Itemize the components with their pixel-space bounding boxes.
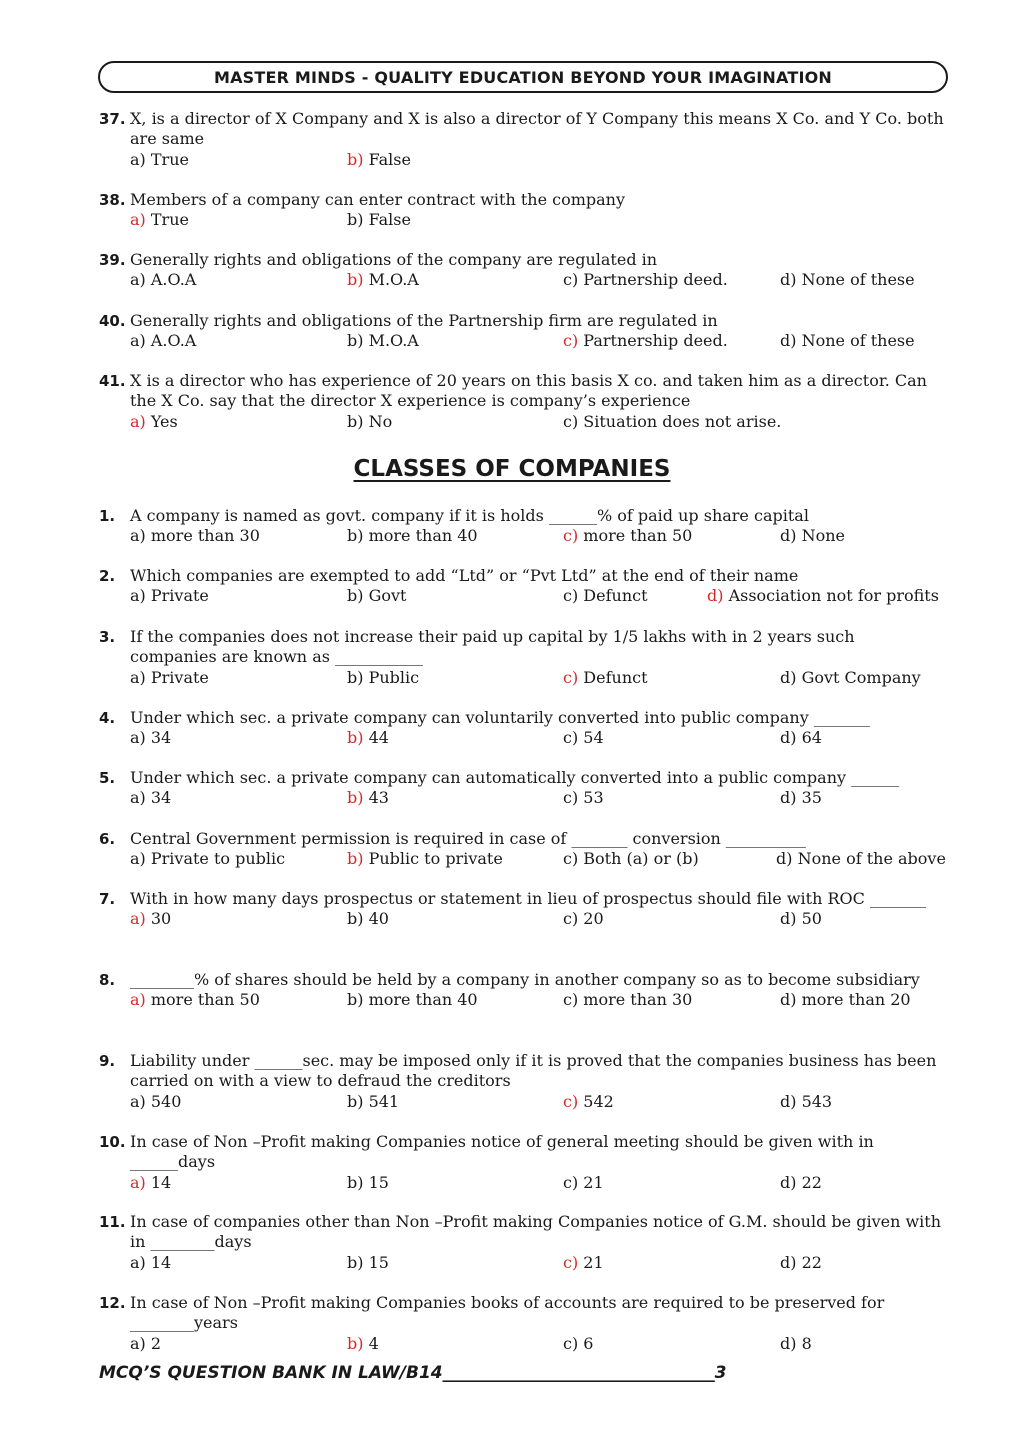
option-text: 543 [796,1091,833,1111]
option-text: 44 [363,728,389,748]
option-text: 53 [578,788,604,808]
question-text: Members of a company can enter contract with the company [130,190,626,209]
option-row [0,728,1024,748]
option-b [347,526,478,546]
option-letter: d) [780,1091,797,1111]
option-text: 22 [796,1172,822,1192]
option-text: 22 [796,1252,822,1272]
option-text: Situation does not arise. [578,411,782,431]
option-d [780,1173,822,1193]
option-a [130,1173,171,1193]
question-item [0,768,1024,809]
option-d [707,586,939,606]
question-number: 12. [99,1294,126,1312]
option-text: 64 [796,728,822,748]
option-letter: c) [563,1333,579,1353]
option-b [347,990,478,1010]
question-item [0,371,1024,432]
option-text: 540 [145,1091,182,1111]
option-d [776,849,946,869]
footer-rule: ________________________________ [442,1363,715,1383]
option-row [0,1092,1024,1112]
option-letter: a) [130,1252,146,1272]
option-letter: b) [347,1091,364,1111]
question-item [0,708,1024,749]
option-text: 43 [363,788,389,808]
option-c [563,909,604,929]
option-d [780,909,822,929]
option-text: 34 [145,728,172,748]
option-text: more than 50 [578,526,693,546]
option-letter: b) [347,1172,364,1192]
option-text: 54 [578,728,604,748]
option-a [130,849,285,869]
option-c [563,1253,604,1273]
option-text: more than 40 [363,526,478,546]
option-letter: b) [347,1252,364,1272]
question-number: 8. [99,971,116,989]
option-c [563,1334,593,1354]
option-a [130,210,189,230]
option-d [780,788,822,808]
option-d [780,990,911,1010]
option-text: None of the above [792,849,946,869]
option-letter: b) [347,909,364,929]
question-item [0,250,1024,291]
option-text: A.O.A [145,331,197,351]
option-row [0,788,1024,808]
option-letter: a) [130,270,146,290]
option-text: 40 [363,909,389,929]
option-text: 2 [145,1333,162,1353]
option-c [563,1092,614,1112]
option-text: Govt Company [796,667,921,687]
option-text: M.O.A [363,270,419,290]
option-b [347,586,406,606]
option-c [563,668,648,688]
option-row [0,412,1024,432]
answer-letter: c) [563,667,579,687]
option-text: Private [145,586,209,606]
option-text: more than 30 [578,990,693,1010]
option-text: Govt [363,586,407,606]
option-b [347,150,411,170]
question-item [0,1132,1024,1193]
option-row [0,909,1024,929]
option-text: 542 [578,1091,614,1111]
header-banner: MASTER MINDS - QUALITY EDUCATION BEYOND YOUR IMAGINATION [98,61,948,93]
question-text: Central Government permission is required in case of _______ conversion __________ [130,829,806,848]
option-b [347,412,392,432]
option-letter: b) [347,210,364,230]
option-letter: a) [130,788,146,808]
question-item [0,506,1024,547]
option-text: Partnership deed. [578,270,728,290]
option-c [563,990,692,1010]
option-text: 541 [363,1091,400,1111]
question-text: X, is a director of X Company and X is also a director of Y Company this means X Co. and Y Co. both are same [130,109,949,149]
question-number: 9. [99,1052,116,1070]
answer-letter: a) [130,909,146,929]
footer [99,1363,929,1383]
option-b [347,210,411,230]
section-title [0,456,1024,482]
question-number: 11. [99,1213,126,1231]
question-item [0,311,1024,352]
option-letter: a) [130,667,146,687]
option-text: Yes [145,411,178,431]
question-item [0,1051,1024,1112]
option-d [780,331,915,351]
option-text: None of these [796,270,915,290]
option-letter: b) [347,411,364,431]
option-row [0,150,1024,170]
option-letter: c) [563,411,579,431]
answer-letter: b) [347,849,364,869]
option-a [130,270,196,290]
option-a [130,526,260,546]
option-letter: d) [780,1252,797,1272]
option-row [0,1334,1024,1354]
footer-label: MCQ’S QUESTION BANK IN LAW/B14 [99,1363,443,1383]
option-letter: d) [780,909,797,929]
question-item [0,190,1024,231]
answer-letter: c) [563,526,579,546]
option-b [347,1173,389,1193]
answer-letter: d) [707,586,724,606]
option-a [130,586,209,606]
option-c [563,331,728,351]
option-c [563,270,728,290]
option-b [347,849,503,869]
option-letter: c) [563,1172,579,1192]
answer-letter: b) [347,270,364,290]
option-letter: c) [563,270,579,290]
option-c [563,728,604,748]
option-letter: c) [563,849,579,869]
option-row [0,990,1024,1010]
option-letter: d) [780,526,797,546]
option-letter: a) [130,149,146,169]
option-text: True [145,210,189,230]
option-row [0,1173,1024,1193]
option-letter: a) [130,728,146,748]
option-b [347,270,419,290]
option-d [780,1334,812,1354]
option-text: Association not for profits [723,586,939,606]
option-text: more than 40 [363,990,478,1010]
answer-letter: a) [130,990,146,1010]
option-text: A.O.A [145,270,197,290]
question-item [0,889,1024,930]
option-letter: d) [780,667,797,687]
option-text: No [363,411,393,431]
question-number: 39. [99,251,126,269]
answer-letter: c) [563,1091,579,1111]
option-b [347,788,389,808]
question-number: 41. [99,372,126,390]
option-letter: a) [130,586,146,606]
question-text: Under which sec. a private company can voluntarily converted into public company _______ [130,708,870,727]
option-letter: d) [776,849,793,869]
option-letter: b) [347,586,364,606]
question-number: 7. [99,890,116,908]
option-d [780,728,822,748]
option-row [0,1253,1024,1273]
option-row [0,849,1024,869]
option-a [130,1334,161,1354]
answer-letter: b) [347,728,364,748]
option-text: False [363,210,411,230]
question-text: In case of Non –Profit making Companies notice of general meeting should be given with in ______days [130,1132,879,1172]
question-text: Under which sec. a private company can automatically converted into a public company ______ [130,768,900,787]
question-number: 37. [99,110,126,128]
option-text: 21 [578,1252,604,1272]
option-a [130,331,196,351]
question-item [0,829,1024,870]
option-letter: b) [347,667,364,687]
option-a [130,1253,171,1273]
option-text: 30 [145,909,172,929]
option-d [780,668,921,688]
option-text: 20 [578,909,604,929]
question-item [0,566,1024,607]
option-letter: d) [780,728,797,748]
option-text: 4 [363,1333,379,1353]
answer-letter: b) [347,788,364,808]
question-text: A company is named as govt. company if it is holds ______% of paid up share capital [130,506,809,525]
question-text: With in how many days prospectus or statement in lieu of prospectus should file with ROC _______ [130,889,926,908]
option-text: 15 [363,1252,389,1272]
option-row [0,210,1024,230]
question-number: 2. [99,567,116,585]
option-letter: a) [130,526,146,546]
option-letter: d) [780,1172,797,1192]
option-text: 34 [145,788,172,808]
question-number: 1. [99,507,116,525]
answer-letter: a) [130,1172,146,1192]
question-number: 5. [99,769,116,787]
option-letter: d) [780,331,797,351]
option-d [780,270,915,290]
answer-letter: a) [130,411,146,431]
option-letter: d) [780,990,797,1010]
option-b [347,909,389,929]
question-text: X is a director who has experience of 20 years on this basis X co. and taken him as a director. Can the X Co. say that the director X experience is company’s experience [130,371,933,411]
option-b [347,728,389,748]
option-c [563,788,604,808]
question-number: 4. [99,709,116,727]
option-letter: b) [347,990,364,1010]
option-letter: b) [347,526,364,546]
option-text: 14 [145,1252,172,1272]
option-text: True [145,149,189,169]
option-text: more than 20 [796,990,911,1010]
option-c [563,849,699,869]
question-text: If the companies does not increase their paid up capital by 1/5 lakhs with in 2 years such companies are known as ___________ [130,627,860,667]
option-text: M.O.A [363,331,419,351]
question-item [0,109,1024,170]
option-c [563,586,648,606]
question-text: In case of companies other than Non –Profit making Companies notice of G.M. should be given with in ________days [130,1212,947,1252]
option-text: Private [145,667,209,687]
question-item [0,970,1024,1011]
option-text: 35 [796,788,822,808]
option-letter: a) [130,849,146,869]
option-text: Defunct [578,586,648,606]
option-text: Private to public [145,849,286,869]
option-d [780,526,845,546]
option-b [347,1253,389,1273]
option-row [0,331,1024,351]
option-letter: c) [563,909,579,929]
option-text: 14 [145,1172,172,1192]
question-text: Generally rights and obligations of the company are regulated in [130,250,658,269]
question-item [0,1293,1024,1354]
option-letter: c) [563,788,579,808]
question-number: 3. [99,628,116,646]
option-text: 15 [363,1172,389,1192]
option-letter: d) [780,270,797,290]
option-text: 21 [578,1172,604,1192]
option-c [563,1173,604,1193]
option-b [347,331,419,351]
option-text: False [363,149,411,169]
option-a [130,1092,181,1112]
answer-letter: b) [347,1333,364,1353]
option-a [130,990,260,1010]
option-text: Public [363,667,420,687]
option-b [347,1092,399,1112]
option-text: 50 [796,909,822,929]
option-text: Both (a) or (b) [578,849,699,869]
option-text: 6 [578,1333,594,1353]
option-row [0,270,1024,290]
section-title-text: CLASSES OF COMPANIES [353,456,671,482]
option-letter: c) [563,586,579,606]
option-b [347,1334,379,1354]
question-item [0,627,1024,688]
option-text: None [796,526,845,546]
answer-letter: c) [563,331,579,351]
option-letter: a) [130,1333,146,1353]
option-text: Public to private [363,849,503,869]
option-c [563,526,692,546]
option-d [780,1092,832,1112]
option-text: None of these [796,331,915,351]
answer-letter: a) [130,210,146,230]
option-row [0,586,1024,606]
option-row [0,526,1024,546]
question-text: In case of Non –Profit making Companies books of accounts are required to be preserved for ________years [130,1293,890,1333]
question-number: 40. [99,312,126,330]
option-letter: b) [347,331,364,351]
option-text: more than 30 [145,526,260,546]
option-a [130,788,171,808]
question-number: 38. [99,191,126,209]
question-item [0,1212,1024,1273]
option-a [130,668,209,688]
option-a [130,909,171,929]
answer-letter: b) [347,149,364,169]
question-number: 6. [99,830,116,848]
option-a [130,412,178,432]
option-text: more than 50 [145,990,260,1010]
option-letter: c) [563,990,579,1010]
option-row [0,668,1024,688]
question-text: Which companies are exempted to add “Ltd” or “Pvt Ltd” at the end of their name [130,566,799,585]
option-text: Defunct [578,667,648,687]
option-d [780,1253,822,1273]
option-text: 8 [796,1333,812,1353]
question-number: 10. [99,1133,126,1151]
option-letter: a) [130,1091,146,1111]
option-a [130,150,189,170]
option-letter: c) [563,728,579,748]
option-text: Partnership deed. [578,331,728,351]
question-text: Generally rights and obligations of the Partnership firm are regulated in [130,311,718,330]
page-number: 3 [714,1363,727,1383]
option-a [130,728,171,748]
question-text: Liability under ______sec. may be imposed only if it is proved that the companies business has been carried on with a view to defraud the creditors [130,1051,942,1091]
question-text: ________% of shares should be held by a company in another company so as to become subsidiary [130,970,920,989]
option-letter: d) [780,1333,797,1353]
option-c [563,412,781,432]
answer-letter: c) [563,1252,579,1272]
option-letter: a) [130,331,146,351]
option-letter: d) [780,788,797,808]
option-b [347,668,419,688]
